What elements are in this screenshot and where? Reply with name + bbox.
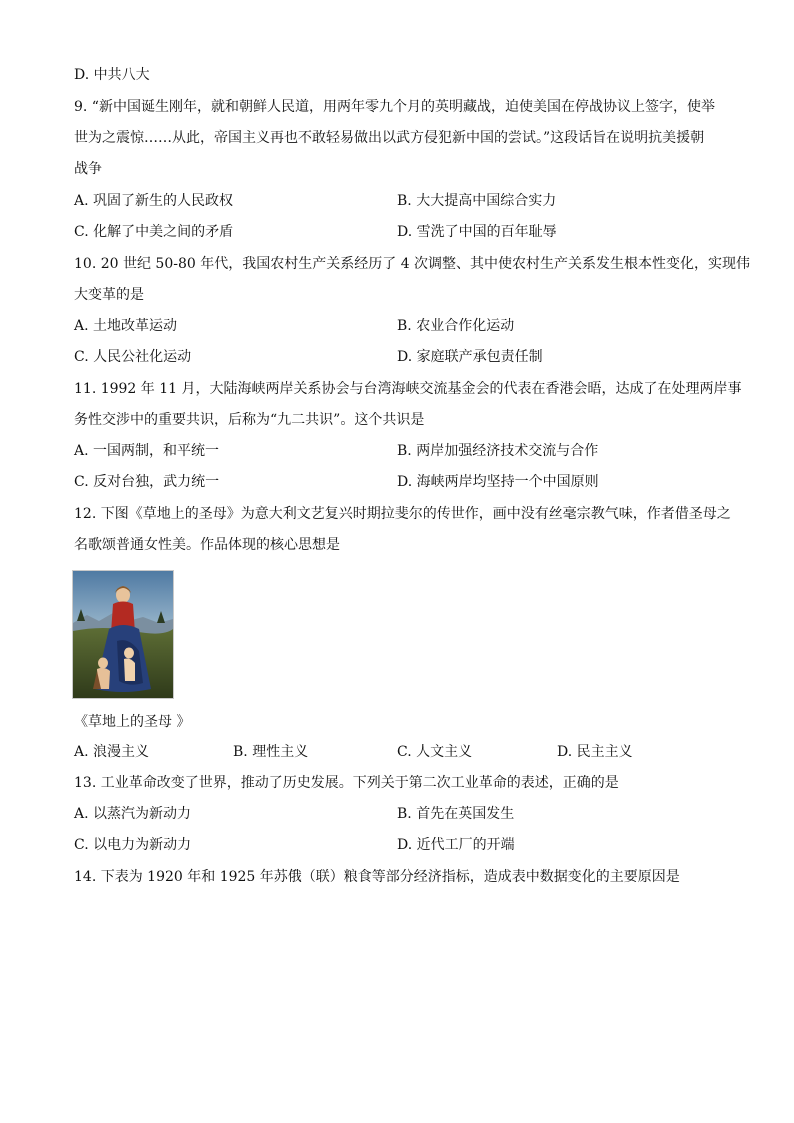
q10-stem-line-1: 10. 20 世纪 50-80 年代，我国农村生产关系经历了 4 次调整、其中使农村生产关系发生根本性变化，实现伟 <box>74 256 751 272</box>
q14-stem-line-1: 14. 下表为 1920 年和 1925 年苏俄（联）粮食等部分经济指标，造成表中数据变化的主要原因是 <box>74 869 680 885</box>
q13-option-c: C. 以电力为新动力 <box>74 837 192 853</box>
q10-stem-line-2: 大变革的是 <box>74 287 144 303</box>
q12-option-a: A. 浪漫主义 <box>74 744 150 760</box>
prev-question-option-d: D. 中共八大 <box>74 67 150 83</box>
q10-option-a: A. 土地改革运动 <box>74 318 178 334</box>
q9-stem-line-2: 世为之震惊……从此，帝国主义再也不敢轻易做出以武方侵犯新中国的尝试。”这段话旨在说明抗美援朝 <box>74 130 705 146</box>
q12-option-b: B. 理性主义 <box>233 744 309 760</box>
q9-option-b: B. 大大提高中国综合实力 <box>397 193 557 209</box>
q12-stem-line-2: 名歌颂普通女性美。作品体现的核心思想是 <box>74 537 340 553</box>
madonna-of-the-meadow-painting <box>72 570 174 699</box>
q10-option-d: D. 家庭联产承包责任制 <box>397 349 543 365</box>
q12-stem-line-1: 12. 下图《草地上的圣母》为意大利文艺复兴时期拉斐尔的传世作，画中没有丝毫宗教气味，作者借圣母之 <box>74 506 731 522</box>
q11-option-a: A. 一国两制，和平统一 <box>74 443 220 459</box>
q9-option-a: A. 巩固了新生的人民政权 <box>74 193 234 209</box>
q11-stem-line-2: 务性交涉中的重要共识，后称为“九二共识”。这个共识是 <box>74 412 425 428</box>
q13-option-b: B. 首先在英国发生 <box>397 806 515 822</box>
q12-painting-caption: 《草地上的圣母 》 <box>74 714 191 730</box>
q13-option-d: D. 近代工厂的开端 <box>397 837 515 853</box>
q13-option-a: A. 以蒸汽为新动力 <box>74 806 192 822</box>
q9-option-d: D. 雪洗了中国的百年耻辱 <box>397 224 557 240</box>
q11-option-d: D. 海峡两岸均坚持一个中国原则 <box>397 474 599 490</box>
q11-option-b: B. 两岸加强经济技术交流与合作 <box>397 443 599 459</box>
q12-option-c: C. 人文主义 <box>397 744 473 760</box>
q11-stem-line-1: 11. 1992 年 11 月，大陆海峡两岸关系协会与台湾海峡交流基金会的代表在香港会晤，达成了在处理两岸事 <box>74 381 742 397</box>
q9-option-c: C. 化解了中美之间的矛盾 <box>74 224 234 240</box>
q11-option-c: C. 反对台独，武力统一 <box>74 474 220 490</box>
q9-stem-line-3: 战争 <box>74 161 102 177</box>
q10-option-c: C. 人民公社化运动 <box>74 349 192 365</box>
q9-stem-line-1: 9. “新中国诞生刚年，就和朝鲜人民道，用两年零九个月的英明藏战，迫使美国在停战协议上签字，使举 <box>74 99 715 115</box>
q10-option-b: B. 农业合作化运动 <box>397 318 515 334</box>
q12-option-d: D. 民主主义 <box>557 744 633 760</box>
q13-stem-line-1: 13. 工业革命改变了世界，推动了历史发展。下列关于第二次工业革命的表述，正确的是 <box>74 775 619 791</box>
